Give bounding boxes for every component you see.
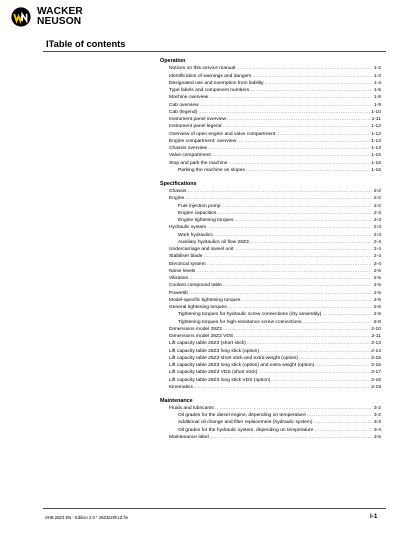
wacker-neuson-logo-icon [11,7,31,27]
toc-entry[interactable] [160,87,381,94]
toc-entry-page: 2-4 [373,239,381,245]
dot-leader [246,167,370,174]
toc-section [160,181,381,391]
toc-entry-label: Parking the machine on slopes [178,167,245,173]
toc-entry[interactable] [160,94,381,101]
toc-entry[interactable] [160,377,381,384]
toc-entry-page: 1-14 [371,146,381,152]
toc-entry-label: Type labels and component numbers [169,88,250,94]
toc-entry-label: Vibration [169,276,189,282]
toc-entry-page: 3-2 [373,413,381,419]
toc-section-title: Maintenance [160,397,193,404]
toc-entry[interactable] [160,362,381,369]
toc-entry-label: Hydraulic system [169,225,207,231]
dot-leader [271,377,370,384]
toc-entry-label: Coolant compound table [169,283,223,289]
toc-entry-label: Kinematics [169,384,193,390]
dot-leader [215,405,371,412]
toc-entry-page: 2-5 [373,283,381,289]
dot-leader [189,275,371,282]
toc-entry-page: 1-16 [371,160,381,166]
dot-leader [207,261,371,268]
toc-entry-page: 2-19 [371,384,381,390]
dot-leader [214,232,371,239]
toc-entry-page: 1-12 [371,124,381,130]
toc-entry-label: Stabiliser blade [169,254,203,260]
toc-entry[interactable] [160,217,381,224]
footer-doc-ref: SHB 28Z3 EN - Edition 2.0 * 28Z3s20h1Z.fm [45,515,129,520]
dot-leader [237,138,370,145]
toc-entry[interactable] [160,203,381,210]
toc-entry-page: 1-12 [371,131,381,137]
dot-leader [222,123,370,130]
toc-entry-label: Engine [169,196,185,202]
dot-leader [196,268,371,275]
toc-entry[interactable] [160,138,381,145]
toc-entry-page: 2-13 [371,341,381,347]
toc-entry[interactable] [160,116,381,123]
dot-leader [187,188,371,195]
toc-entry-label: Instrument panel legend [169,124,222,130]
dot-leader [315,362,370,369]
toc-entry-label: Lift capacity table 28Z3 (short stick) [169,341,246,347]
toc-entry[interactable] [160,304,381,311]
toc-entry-label: Dimensions model 28Z3 [169,326,222,332]
dot-leader [228,304,371,311]
dot-leader [303,319,371,326]
dot-leader [250,87,371,94]
dot-leader [307,412,371,419]
toc-entry-page: 2-3 [373,218,381,224]
toc-entry-label: Lift capacity table 28Z3 short stick and extra weight (option) [169,355,298,361]
toc-entry-label: Lift capacity table 28Z3 long stick VDS (option) [169,377,271,383]
toc-entry[interactable] [160,290,381,297]
dot-leader [203,253,371,260]
toc-entry[interactable] [160,210,381,217]
toc-entry-label: Chassis [169,189,187,195]
dot-leader [265,80,371,87]
toc-entry[interactable] [160,405,381,412]
dot-leader [212,152,370,159]
toc-entry-label: Additional oil change and filter replacement (hydraulic system) [178,420,313,426]
dot-leader [276,131,370,138]
toc-entry-page: 2-6 [373,312,381,318]
dot-leader [209,94,371,101]
toc-entry-label: Lift capacity table 28Z3 VDS (short stick) [169,370,258,376]
toc-entry[interactable] [160,369,381,376]
toc-entry[interactable] [160,152,381,159]
toc-entry-label: Instrument panel overview [169,117,227,123]
brand-line-2: NEUSON [37,16,82,27]
toc-entry[interactable] [160,239,381,246]
toc-entry-page: 2-4 [373,254,381,260]
toc-entry[interactable] [160,73,381,80]
toc-entry[interactable] [160,355,381,362]
dot-leader [208,145,370,152]
dot-leader [223,282,371,289]
dot-leader [234,217,371,224]
toc-entry-label: Valve compartment [169,153,211,159]
brand-line-1: WACKER [37,6,83,17]
toc-entry[interactable] [160,131,381,138]
toc-entry[interactable] [160,246,381,253]
toc-entry[interactable] [160,160,381,167]
page-title: ITable of contents [46,38,126,49]
toc-entry-page: 2-4 [373,261,381,267]
toc-entry-label: General tightening torques [169,305,227,311]
toc-entry-page: 3-5 [373,434,381,440]
dot-leader [247,340,370,347]
toc-entry[interactable] [160,195,381,202]
toc-entry-label: Model-specific tightening torques [169,297,241,303]
dot-leader [314,419,371,426]
dot-leader [210,434,371,441]
toc-entry-label: Cab (legend) [169,109,198,115]
toc-section-title: Operation [160,58,186,64]
toc-entry-page: 3-4 [373,427,381,433]
toc-entry-page: 2-18 [371,377,381,383]
toc-entry-label: Noise levels [169,268,196,274]
toc-entry[interactable] [160,311,381,318]
toc-entry-label: Electrical system [169,261,206,267]
toc-entry-page: 2-2 [373,189,381,195]
toc-entry[interactable] [160,340,381,347]
toc-entry-label: Lift capacity table 28Z3 long stick (option) and extra weight (option) [169,363,315,369]
toc-entry-label: Oil grades for the diesel engine, depending on temperature [178,413,306,419]
toc-entry-label: Designated use and exemption from liability [169,80,264,86]
toc-entry[interactable] [160,297,381,304]
toc-entry-page: 2-5 [373,268,381,274]
toc-entry[interactable] [160,275,381,282]
toc-entry[interactable] [160,123,381,130]
toc-section-title: Specifications [160,180,197,187]
toc-entry[interactable] [160,224,381,231]
toc-entry-page: 1-15 [371,153,381,159]
dot-leader [227,116,370,123]
toc-entry-page: 2-17 [371,370,381,376]
toc-entry-label: Chassis overview [169,146,208,152]
toc-entry[interactable] [160,188,381,195]
dot-leader [217,210,371,217]
toc-entry-label: Notices on this service manual [169,66,236,72]
toc-entry[interactable] [160,333,381,340]
dot-leader [189,290,371,297]
toc-entry-page: 1-3 [373,73,381,79]
toc-entry-page: 2-6 [373,297,381,303]
toc-entry[interactable] [160,232,381,239]
toc-entry[interactable] [160,253,381,260]
toc-entry-page: 2-11 [371,334,381,340]
dot-leader [234,246,371,253]
page-header [0,0,416,30]
toc-entry-page: 1-16 [371,167,381,173]
toc-section [160,398,381,442]
dot-leader [207,224,371,231]
footer-page-number: I-1 [370,513,378,520]
toc-entry-label: Lift capacity table 28Z3 long stick (option) [169,348,259,354]
toc-entry[interactable] [160,319,381,326]
toc-section [160,58,381,174]
toc-entry-label: Tightening torques for high-resistance screw connections [178,319,302,325]
dot-leader [185,195,371,202]
dot-leader [314,427,371,434]
toc-entry-page: 2-3 [373,210,381,216]
dot-leader [228,160,370,167]
dot-leader [221,203,371,210]
toc-entry-page: 1-11 [371,117,381,123]
toc-entry-page: 2-3 [373,232,381,238]
toc-entry-label: Powertilt [169,290,188,296]
toc-entry[interactable] [160,109,381,116]
dot-leader [258,369,370,376]
toc-entry-label: Fuel injection pump [178,203,221,209]
toc-entry-label: Stop and park the machine [169,160,228,166]
dot-leader [260,348,370,355]
toc-entry-page: 1-5 [373,88,381,94]
toc-entry-page: 2-5 [373,276,381,282]
toc-entry-page: 2-6 [373,305,381,311]
toc-entry[interactable] [160,102,381,109]
toc-entry[interactable] [160,412,381,419]
toc-entry[interactable] [160,65,381,72]
toc-entry-page: 2-8 [373,319,381,325]
toc-entry-label: Identification of warnings and dangers [169,73,252,79]
toc-entry[interactable] [160,80,381,87]
dot-leader [242,297,372,304]
toc-entry-page: 2-4 [373,247,381,253]
dot-leader [198,109,370,116]
dot-leader [299,355,370,362]
toc-entry-page: 3-2 [373,405,381,411]
toc-entry-page: 2-3 [373,225,381,231]
toc-entry-label: Fluids and lubricants [169,405,214,411]
toc-entry[interactable] [160,427,381,434]
toc-entry-page: 1-10 [371,109,381,115]
toc-entry-page: 1-8 [373,95,381,101]
toc-entry-label: Machine overview [169,95,209,101]
toc-entry-page: 2-5 [373,290,381,296]
toc-entry[interactable] [160,167,381,174]
toc-entry-label: Oil grades for the hydraulic system, depending on temperature [178,427,314,433]
toc-entry-page: 2-10 [371,326,381,332]
toc-entry-page: 1-9 [373,102,381,108]
toc-entry-label: Maintenance label [169,434,209,440]
toc-entry[interactable] [160,268,381,275]
toc-entry-page: 2-14 [371,348,381,354]
toc-entry-page: 2-2 [373,196,381,202]
dot-leader [236,65,371,72]
toc-entry-page: 1-13 [371,138,381,144]
toc-entry[interactable] [160,261,381,268]
toc-entry[interactable] [160,326,381,333]
footer-divider [43,508,386,509]
toc-entry-label: Auxiliary hydraulics oil flow 28Z3 [178,239,249,245]
dot-leader [250,239,371,246]
toc-entry[interactable] [160,282,381,289]
toc-entry[interactable] [160,145,381,152]
toc-entry-page: 1-2 [373,66,381,72]
toc-entry-label: Cab overview [169,102,199,108]
toc-entry[interactable] [160,434,381,441]
toc-entry-label: Undercarriage and swivel unit [169,247,234,253]
toc-entry-page: 2-2 [373,203,381,209]
dot-leader [322,311,371,318]
toc-entry-page: 1-4 [373,80,381,86]
toc-entry-label: Tightening torques for hydraulic screw connections (dry assembly) [178,312,322,318]
toc-entry-page: 2-16 [371,363,381,369]
dot-leader [234,333,370,340]
toc-entry-label: Engine tightening torques [178,218,234,224]
toc-entry-label: Engine capacities [178,210,217,216]
brand-name [37,7,83,27]
dot-leader [252,73,371,80]
dot-leader [200,102,371,109]
toc-entry-label: Engine compartment: overview [169,138,237,144]
toc-entry[interactable] [160,384,381,391]
toc-entry[interactable] [160,419,381,426]
dot-leader [223,326,370,333]
table-of-contents [160,58,381,448]
toc-entry-label: Dimensions model 28Z3 VDS [169,334,234,340]
toc-entry-page: 3-3 [373,420,381,426]
toc-entry[interactable] [160,348,381,355]
dot-leader [194,384,370,391]
toc-entry-label: Work hydraulics [178,232,213,238]
toc-entry-label: Overview of open engine and valve compartment [169,131,276,137]
title-divider [43,51,386,52]
toc-entry-page: 2-15 [371,355,381,361]
